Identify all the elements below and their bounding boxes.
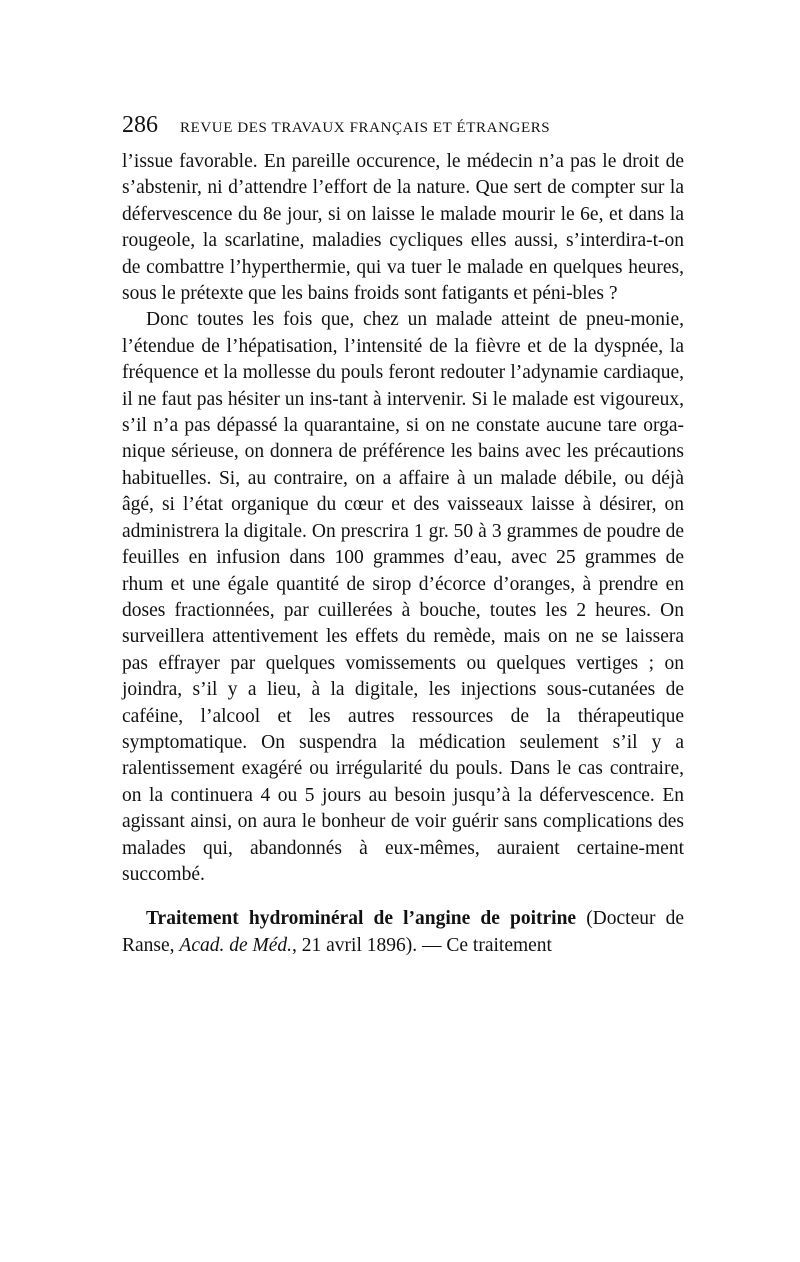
paragraph-continuation: l’issue favorable. En pareille occurence, le médecin n’a pas le droit de s’abstenir, ni d’attendre l’effort de la nature. Que sert de compter sur la défervescence du 8e jour, si on laisse le malade mourir le 6e, et dans la rougeole, la scarlatine, maladies cycliques elles aussi, s’interdira-t-on de combattre l’hyperthermie, qui va tuer le malade en quelques heures, sous le prétexte que les bains froids sont fatigants et péni-bles ? [122,151,684,305]
paragraph-angina-section [122,906,684,959]
section-title: Traitement hydrominéral de l’angine de poitrine [146,908,577,930]
running-title: REVUE DES TRAVAUX FRANÇAIS ET ÉTRANGERS [180,120,551,136]
body-text [122,149,684,959]
paragraph-pneumonia-treatment: Donc toutes les fois que, chez un malade atteint de pneu-monie, l’étendue de l’hépatisation, l’intensité de la fièvre et de la dyspnée, la fréquence et la mollesse du pouls feront redouter l’adynamie cardiaque, il ne faut pas hésiter un ins-tant à intervenir. Si le malade est vigoureux, s’il n’a pas dépassé la quarantaine, si on ne constate aucune tare orga-nique sérieuse, on donnera de préférence les bains avec les précautions habituelles. Si, au contraire, on a affaire à un malade débile, ou déjà âgé, si l’état organique du cœur et des vaisseaux laisse à désirer, on administrera la digitale. On prescrira 1 gr. 50 à 3 grammes de poudre de feuilles en infusion dans 100 grammes d’eau, avec 25 grammes de rhum et une égale quantité de sirop d’écorce d’oranges, à prendre en doses fractionnées, par cuillerées à bouche, toutes les 2 heures. On surveillera attentivement les effets du remède, mais on ne se laissera pas effrayer par quelques vomissements ou quelques vertiges ; on joindra, s’il y a lieu, à la digitale, les injections sous-cutanées de caféine, l’alcool et les autres ressources de la thérapeutique symptomatique. On suspendra la médication seulement s’il y a ralentissement exagéré ou irrégularité du pouls. Dans le cas contraire, on la continuera 4 ou 5 jours au besoin jusqu’à la défervescence. En agissant ainsi, on aura le bonheur de voir guérir sans complications des malades qui, abandonnés à eux-mêmes, auraient certaine-ment succombé. [122,309,684,885]
page-number: 286 [122,112,158,138]
citation-author: (Docteur de Ranse, [122,908,685,956]
citation-rest: , 21 avril 1896). — Ce traitement [292,934,552,956]
citation-journal: Acad. de Méd. [179,934,293,956]
page-header [122,112,692,146]
